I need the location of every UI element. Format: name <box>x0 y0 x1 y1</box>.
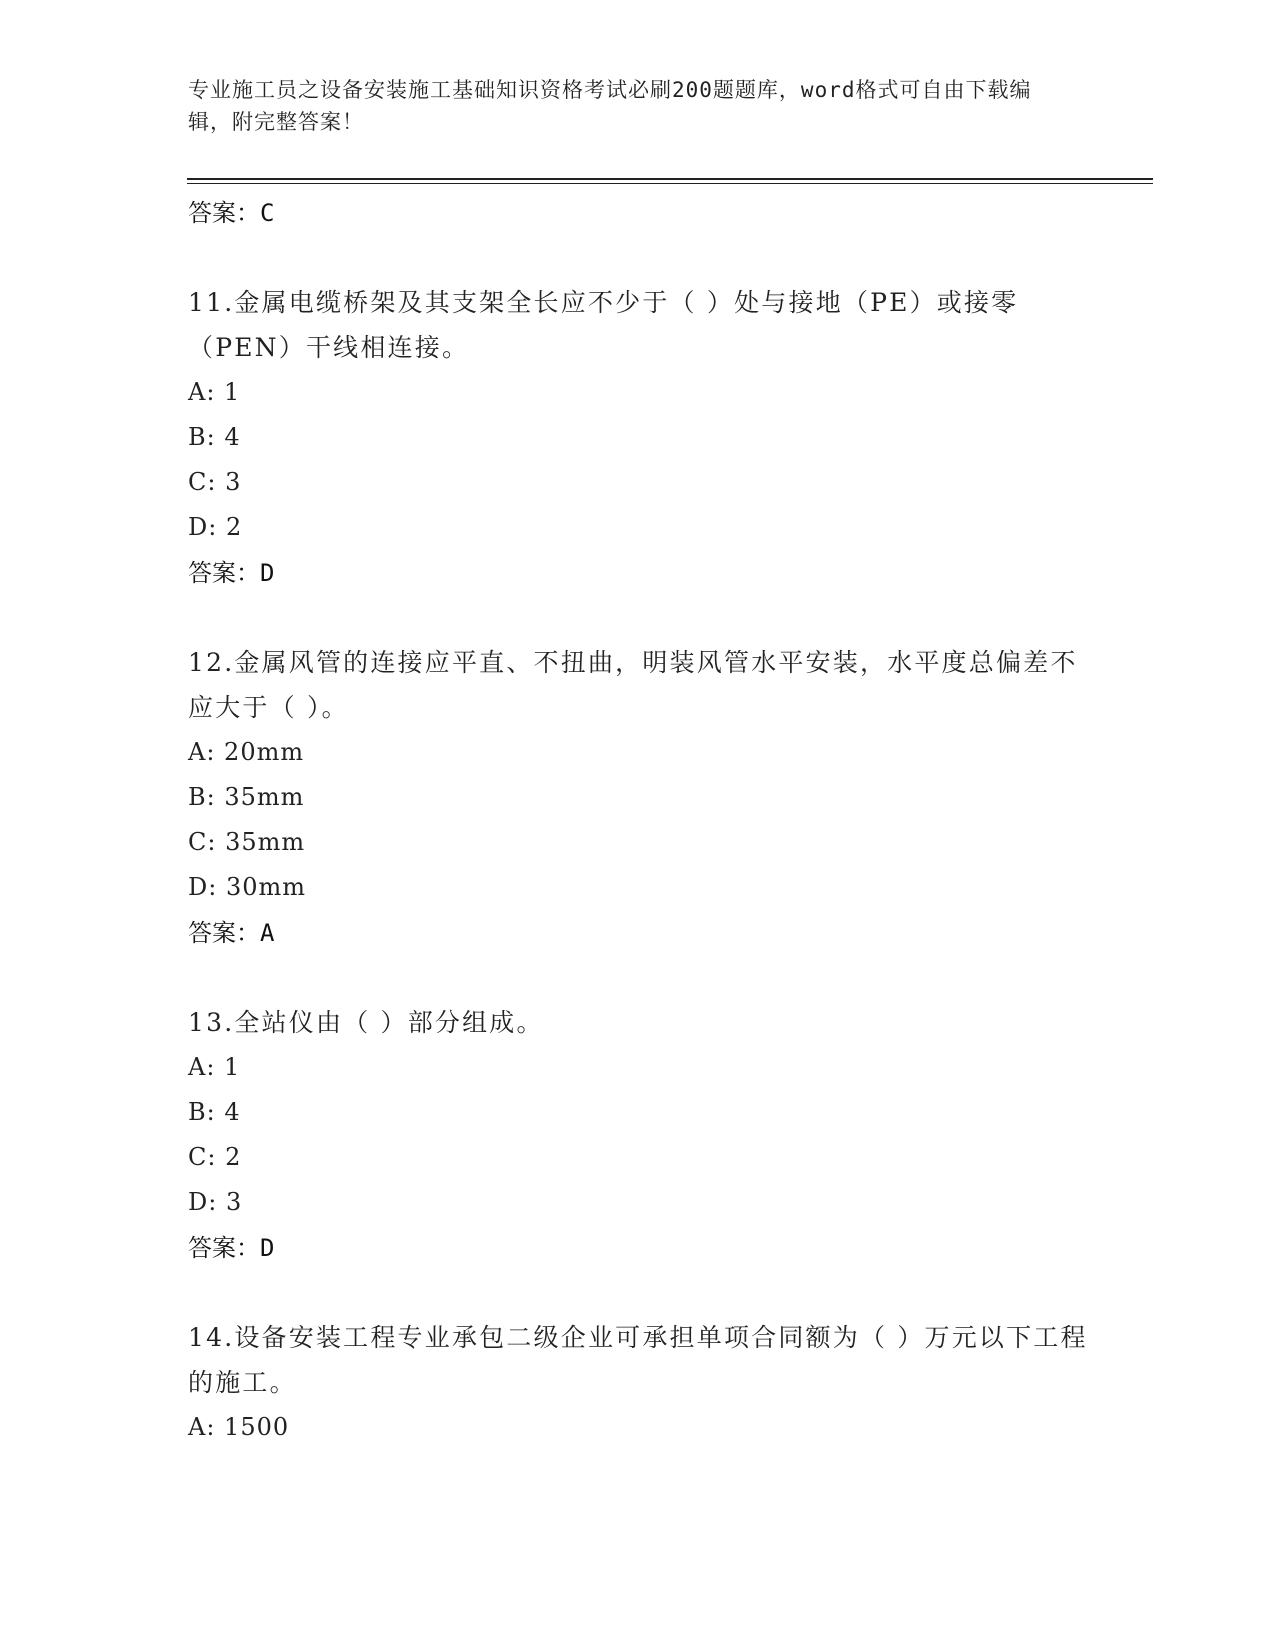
question-text: 11.金属电缆桥架及其支架全长应不少于（ ）处与接地（PE）或接零（PEN）干线相连接。 <box>188 288 1019 362</box>
header-divider-thin <box>187 183 1153 184</box>
option-a: A: 1 <box>188 378 241 406</box>
option-b: B: 4 <box>188 1098 241 1126</box>
question-item <box>188 1000 1088 1271</box>
option-c: C: 3 <box>188 468 242 496</box>
question-item <box>188 1315 1088 1450</box>
option-c: C: 35mm <box>188 828 306 856</box>
answer-label: 答案：D <box>188 559 275 587</box>
option-c: C: 2 <box>188 1143 242 1171</box>
header-divider <box>187 178 1153 180</box>
option-d: D: 30mm <box>188 873 307 901</box>
option-a: A: 1 <box>188 1053 241 1081</box>
option-b: B: 35mm <box>188 783 305 811</box>
option-b: B: 4 <box>188 423 241 451</box>
question-item <box>188 280 1088 596</box>
option-a: A: 1500 <box>188 1413 290 1441</box>
option-a: A: 20mm <box>188 738 305 766</box>
question-text: 14.设备安装工程专业承包二级企业可承担单项合同额为（ ）万元以下工程的施工。 <box>188 1323 1088 1397</box>
answer-label: 答案：A <box>188 919 275 947</box>
document-header: 专业施工员之设备安装施工基础知识资格考试必刷200题题库，word格式可自由下载编辑，附完整答案！ <box>188 78 1032 134</box>
answer-label: 答案：C <box>188 199 275 227</box>
question-text: 13.全站仪由（ ）部分组成。 <box>188 1008 544 1037</box>
answer-label: 答案：D <box>188 1234 275 1262</box>
document-body <box>188 190 1088 1450</box>
option-d: D: 3 <box>188 1188 243 1216</box>
question-item <box>188 640 1088 956</box>
option-d: D: 2 <box>188 513 243 541</box>
question-text: 12.金属风管的连接应平直、不扭曲，明装风管水平安装，水平度总偏差不应大于（ ）。 <box>188 648 1078 722</box>
